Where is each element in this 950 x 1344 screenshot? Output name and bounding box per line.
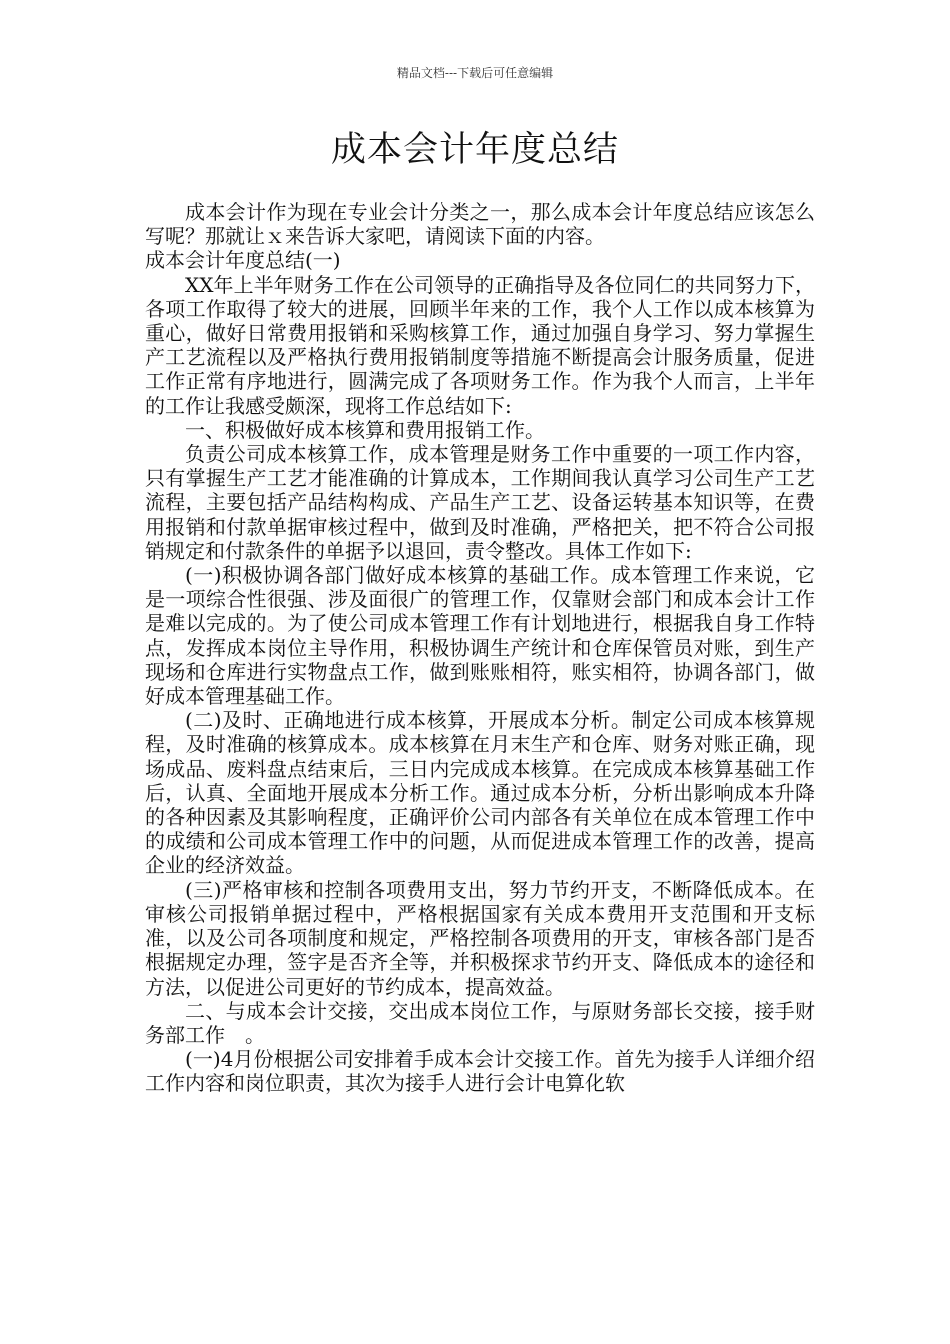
document-title: 成本会计年度总结 [330,130,619,170]
document-body [145,200,815,1096]
paragraph: (三)严格审核和控制各项费用支出，努力节约开支，不断降低成本。在审核公司报销单据过程中，严格根据国家有关成本费用开支范围和开支标准，以及公司各项制度和规定，严格控制各项费用的开支，审核各部门是否根据规定办理，签字是否齐全等，并积极探求节约开支、降低成本的途径和方法，以促进公司更好的节约成本，提高效益。 [145,877,815,999]
paragraph: 二、与成本会计交接，交出成本岗位工作，与原财务部长交接，接手财务部工作 。 [145,998,815,1047]
paragraph: XX年上半年财务工作在公司领导的正确指导及各位同仁的共同努力下，各项工作取得了较大的进展，回顾半年来的工作，我个人工作以成本核算为重心，做好日常费用报销和采购核算工作，通过加强自身学习、努力掌握生产工艺流程以及严格执行费用报销制度等措施不断提高会计服务质量，促进工作正常有序地进行，圆满完成了各项财务工作。作为我个人而言，上半年的工作让我感受颇深，现将工作总结如下: [145,272,815,418]
paragraph: 成本会计年度总结(一) [145,248,341,273]
paragraph: 负责公司成本核算工作，成本管理是财务工作中重要的一项工作内容，只有掌握生产工艺才能准确的计算成本，工作期间我认真学习公司生产工艺流程，主要包括产品结构构成、产品生产工艺、设备运转基本知识等，在费用报销和付款单据审核过程中，做到及时准确，严格把关，把不符合公司报销规定和付款条件的单据予以退回，责令整改。具体工作如下: [145,442,815,563]
paragraph: 成本会计作为现在专业会计分类之一，那么成本会计年度总结应该怎么写呢？那就让ｘ来告诉大家吧，请阅读下面的内容。 [145,200,815,249]
paragraph: (二)及时、正确地进行成本核算，开展成本分析。制定公司成本核算规程，及时准确的核算成本。成本核算在月末生产和仓库、财务对账正确，现场成品、废料盘点结束后，三日内完成成本核算。在完成成本核算基础工作后，认真、全面地开展成本分析工作。通过成本分析，分析出影响成本升降的各种因素及其影响程度，正确评价公司内部各有关单位在成本管理工作中的成绩和公司成本管理工作中的问题，从而促进成本管理工作的改善，提高企业的经济效益。 [145,708,815,878]
paragraph: 一、积极做好成本核算和费用报销工作。 [185,417,545,442]
paragraph: (一)积极协调各部门做好成本核算的基础工作。成本管理工作来说，它是一项综合性很强、涉及面很广的管理工作，仅靠财会部门和成本会计工作是难以完成的。为了使公司成本管理工作有计划地进行，根据我自身工作特点，发挥成本岗位主导作用，积极协调生产统计和仓库保管员对账，到生产现场和仓库进行实物盘点工作，做到账账相符，账实相符，协调各部门，做好成本管理基础工作。 [145,563,815,709]
page-header: 精品文档---下载后可任意编辑 [396,66,554,80]
paragraph: (一)4月份根据公司安排着手成本会计交接工作。首先为接手人详细介绍工作内容和岗位职责，其次为接手人进行会计电算化软 [145,1047,815,1096]
